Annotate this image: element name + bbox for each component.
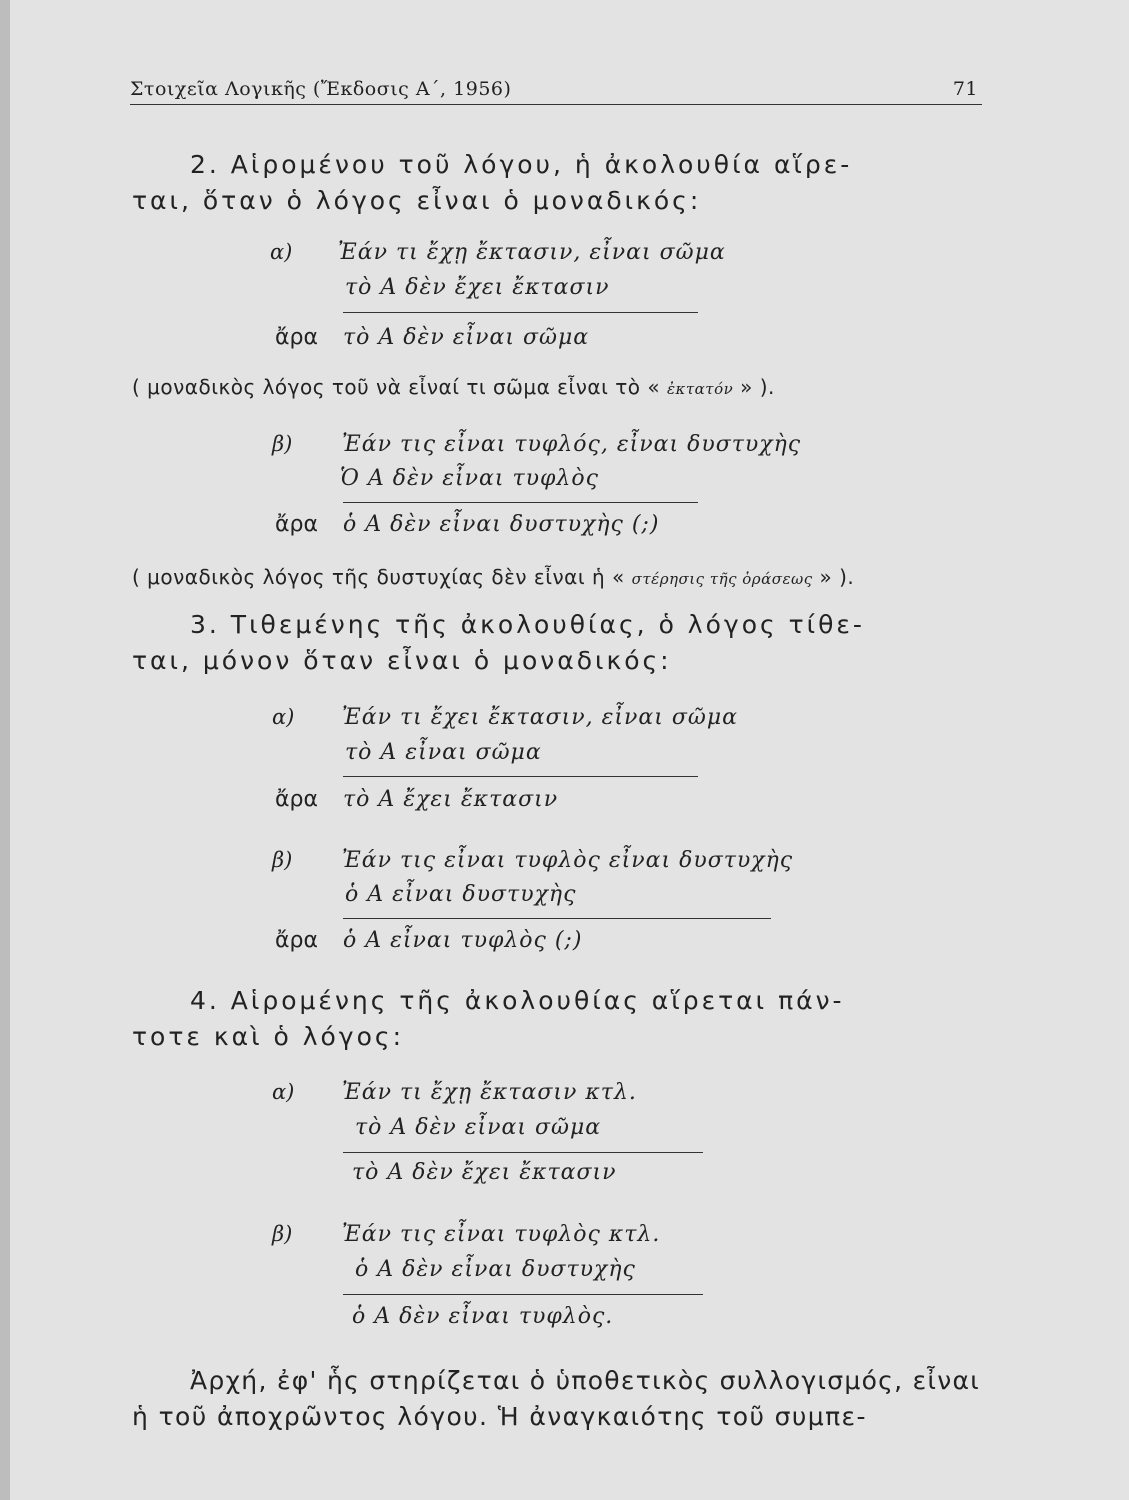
sec2-a-conclusion: τὸ Α δὲν εἶναι σῶμα (343, 325, 590, 350)
closing-line2: ἡ τοῦ ἀποχρῶντος λόγου. Ἡ ἀναγκαιότης τοῦ συμπε- (132, 1402, 867, 1431)
running-title: Στοιχεῖα Λογικῆς (Ἔκδοσις Α΄, 1956) (130, 78, 512, 100)
closing-line1: Ἀρχή, ἐφ' ἧς στηρίζεται ὁ ὑποθετικὸς συλλογισμός, εἶναι (190, 1366, 981, 1395)
sec4-a-label: α) (272, 1080, 295, 1104)
sec2-b-ara: ἄρα (275, 512, 318, 537)
sec4-heading-line1: 4. Αἱρομένης τῆς ἀκολουθίας αἵρεται πάν- (190, 986, 845, 1015)
sec2-note-a-quote: ἐκτατόν (666, 380, 734, 398)
sec4-a-premise2: τὸ Α δὲν εἶναι σῶμα (355, 1115, 602, 1140)
sec2-b-label: β) (272, 432, 293, 456)
sec2-heading-line1: 2. Αἱρομένου τοῦ λόγου, ἡ ἀκολουθία αἵρε- (190, 150, 853, 179)
sec4-b-conclusion: ὁ Α δὲν εἶναι τυφλὸς. (352, 1304, 614, 1329)
sec2-a-ara: ἄρα (275, 325, 318, 350)
sec4-a-premise1: Ἐάν τι ἔχῃ ἔκτασιν κτλ. (342, 1080, 637, 1105)
sec3-heading-line1: 3. Τιθεμένης τῆς ἀκολουθίας, ὁ λόγος τίθε- (190, 610, 865, 639)
sec3-a-inference-rule (343, 776, 698, 777)
sec3-a-premise2: τὸ Α εἶναι σῶμα (345, 740, 542, 765)
sec3-heading-line2: ται, μόνον ὅταν εἶναι ὁ μοναδικός: (132, 646, 672, 675)
sec2-b-inference-rule (343, 502, 698, 503)
sec4-b-label: β) (272, 1222, 293, 1246)
sec2-note-b-text: ( μοναδικὸς λόγος τῆς δυστυχίας δὲν εἶναι ἡ « (132, 565, 625, 589)
sec2-note-a-end: » ). (740, 375, 775, 399)
sec4-b-inference-rule (343, 1294, 703, 1295)
sec2-note-a-text: ( μοναδικὸς λόγος τοῦ νὰ εἶναί τι σῶμα εἶναι τὸ « (132, 375, 661, 399)
sec2-b-premise1: Ἐάν τις εἶναι τυφλός, εἶναι δυστυχὴς (342, 432, 802, 457)
sec4-a-inference-rule (343, 1152, 703, 1153)
sec4-heading-line2: τοτε καὶ ὁ λόγος: (132, 1022, 404, 1051)
sec2-a-label: α) (270, 240, 293, 264)
sec4-b-premise1: Ἐάν τις εἶναι τυφλὸς κτλ. (342, 1222, 661, 1247)
sec3-b-premise1: Ἐάν τις εἶναι τυφλὸς εἶναι δυστυχὴς (342, 848, 794, 873)
sec3-a-ara: ἄρα (275, 787, 318, 812)
sec4-a-conclusion: τὸ Α δὲν ἔχει ἔκτασιν (352, 1160, 617, 1185)
sec2-a-premise1: Ἐάν τι ἔχῃ ἔκτασιν, εἶναι σῶμα (338, 240, 726, 265)
sec2-note-b (132, 565, 854, 589)
page-spine-shadow (0, 0, 10, 1500)
sec2-b-premise2: Ὁ Α δὲν εἶναι τυφλὸς (340, 466, 599, 491)
sec3-b-ara: ἄρα (275, 928, 318, 953)
sec2-note-b-end: » ). (819, 565, 855, 589)
running-header (130, 78, 982, 105)
sec2-note-a (132, 375, 775, 399)
sec2-a-premise2: τὸ Α δὲν ἔχει ἔκτασιν (345, 275, 610, 300)
sec3-b-premise2: ὁ Α εἶναι δυστυχὴς (345, 882, 577, 907)
sec2-note-b-quote: στέρησις τῆς ὁράσεως (631, 570, 813, 588)
sec3-b-conclusion: ὁ Α εἶναι τυφλὸς (;) (343, 928, 583, 953)
sec3-b-label: β) (272, 848, 293, 872)
sec2-a-inference-rule (343, 312, 698, 313)
sec2-heading-line2: ται, ὅταν ὁ λόγος εἶναι ὁ μοναδικός: (132, 186, 702, 215)
sec3-a-conclusion: τὸ Α ἔχει ἔκτασιν (343, 787, 559, 812)
sec4-b-premise2: ὁ Α δὲν εἶναι δυστυχὴς (355, 1257, 636, 1282)
sec2-b-conclusion: ὁ Α δὲν εἶναι δυστυχὴς (;) (343, 512, 660, 537)
page-number: 71 (952, 78, 978, 100)
sec3-b-inference-rule (343, 918, 771, 919)
sec3-a-premise1: Ἐάν τι ἔχει ἔκτασιν, εἶναι σῶμα (342, 705, 738, 730)
sec3-a-label: α) (272, 705, 295, 729)
